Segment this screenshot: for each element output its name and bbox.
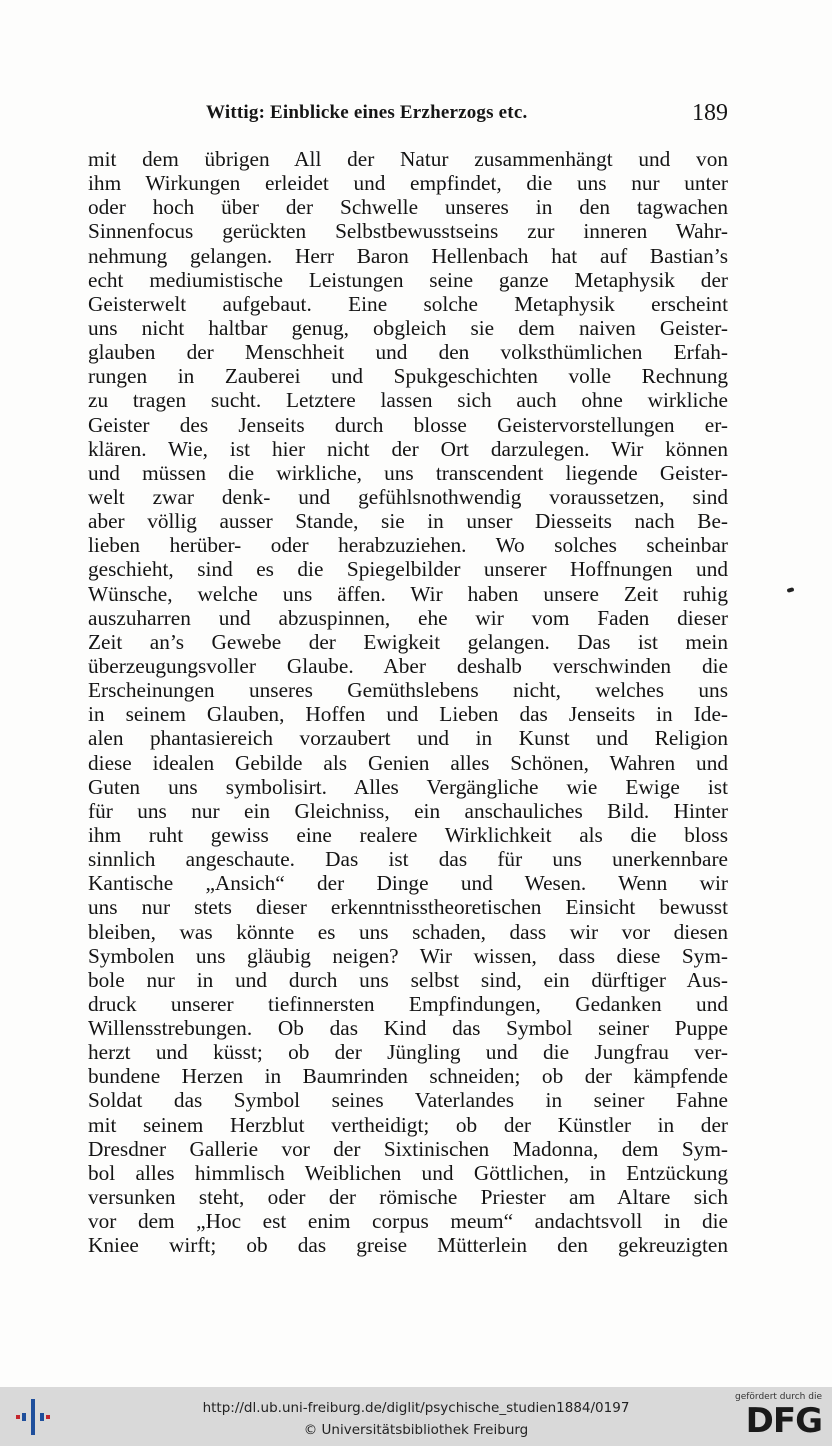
text-line: Kantische „Ansich“ der Dinge und Wesen. Wenn wir xyxy=(88,871,728,896)
text-line: mit seinem Herzblut vertheidigt; ob der Künstler in der xyxy=(88,1112,728,1137)
text-line: Sinnenfocus gerückten Selbstbewusstseins zur inneren Wahr- xyxy=(88,219,728,244)
text-line: glauben der Menschheit und den volksthümlichen Erfah- xyxy=(88,340,728,365)
page-number: 189 xyxy=(692,100,728,126)
text-line: auszuharren und abzuspinnen, ehe wir vom Faden dieser xyxy=(88,605,728,630)
text-line: Willensstrebungen. Ob das Kind das Symbol seiner Puppe xyxy=(88,1016,728,1041)
text-line: herzt und küsst; ob der Jüngling und die Jungfrau ver- xyxy=(88,1040,728,1065)
text-line: Wünsche, welche uns äffen. Wir haben unsere Zeit ruhig xyxy=(88,581,728,606)
text-line: Guten uns symbolisirt. Alles Vergängliche wie Ewige ist xyxy=(88,774,728,799)
text-line: Kniee wirft; ob das greise Mütterlein den gekreuzigten xyxy=(88,1233,728,1258)
text-line: und müssen die wirkliche, uns transcendent liegende Geister- xyxy=(88,460,728,485)
text-line: sinnlich angeschaute. Das ist das für uns unerkennbare xyxy=(88,847,728,872)
text-line: uns nur stets dieser erkenntnisstheoretischen Einsicht bewusst xyxy=(88,895,728,920)
dfg-logo: DFG xyxy=(745,1401,822,1441)
text-line: Soldat das Symbol seines Vaterlandes in seiner Fahne xyxy=(88,1088,728,1113)
text-line: Zeit an’s Gewebe der Ewigkeit gelangen. Das ist mein xyxy=(88,629,728,654)
text-line: echt mediumistische Leistungen seine ganze Metaphysik der xyxy=(88,267,728,292)
text-line: klären. Wie, ist hier nicht der Ort darzulegen. Wir können xyxy=(88,436,728,461)
running-head xyxy=(88,100,728,130)
text-line: oder hoch über der Schwelle unseres in den tagwachen xyxy=(88,195,728,220)
text-line: Symbolen uns gläubig neigen? Wir wissen, dass diese Sym- xyxy=(88,943,728,968)
text-line: in seinem Glauben, Hoffen und Lieben das Jenseits in Ide- xyxy=(88,702,728,727)
text-line: Geister des Jenseits durch blosse Geistervorstellungen er- xyxy=(88,412,728,437)
text-line: welt zwar denk- und gefühlsnothwendig voraussetzen, sind xyxy=(88,484,728,509)
text-line: bundene Herzen in Baumrinden schneiden; ob der kämpfende xyxy=(88,1064,728,1089)
text-line: Dresdner Gallerie vor der Sixtinischen Madonna, dem Sym- xyxy=(88,1136,728,1161)
text-line: mit dem übrigen All der Natur zusammenhängt und von xyxy=(88,147,728,171)
text-line: zu tragen sucht. Letztere lassen sich auch ohne wirkliche xyxy=(88,388,728,413)
text-line: druck unserer tiefinnersten Empfindungen, Gedanken und xyxy=(88,991,728,1016)
text-line: lieben herüber- oder herabzuziehen. Wo solches scheinbar xyxy=(88,533,728,558)
text-line: nehmung gelangen. Herr Baron Hellenbach hat auf Bastian’s xyxy=(88,243,728,268)
viewer-footer xyxy=(0,1387,832,1446)
body-text xyxy=(88,147,728,1257)
permalink-url[interactable]: http://dl.ub.uni-freiburg.de/diglit/psychische_studien1884/0197 xyxy=(202,1400,630,1416)
text-line: versunken steht, oder der römische Priester am Altare sich xyxy=(88,1185,728,1210)
text-line: alen phantasiereich vorzaubert und in Kunst und Religion xyxy=(88,726,728,751)
text-line: rungen in Zauberei und Spukgeschichten volle Rechnung xyxy=(88,364,728,389)
funding-note: gefördert durch die xyxy=(735,1392,822,1402)
funder-block xyxy=(734,1392,824,1442)
text-line: geschieht, sind es die Spiegelbilder unserer Hoffnungen und xyxy=(88,557,728,582)
text-line: Geisterwelt aufgebaut. Eine solche Metaphysik erscheint xyxy=(88,291,728,316)
margin-mark xyxy=(787,587,795,593)
text-line: bleiben, was könnte es uns schaden, dass wir vor diesen xyxy=(88,919,728,944)
text-line: vor dem „Hoc est enim corpus meum“ andachtsvoll in die xyxy=(88,1209,728,1234)
text-line: Erscheinungen unseres Gemüthslebens nicht, welches uns xyxy=(88,678,728,703)
copyright-notice: © Universitätsbibliothek Freiburg xyxy=(303,1422,529,1438)
text-line: diese idealen Gebilde als Genien alles Schönen, Wahren und xyxy=(88,750,728,775)
text-line: bole nur in und durch uns selbst sind, ein dürftiger Aus- xyxy=(88,967,728,992)
text-line: überzeugungsvoller Glaube. Aber deshalb verschwinden die xyxy=(88,653,728,678)
text-line: ihm ruht gewiss eine realere Wirklichkeit als die bloss xyxy=(88,822,728,847)
text-line: bol alles himmlisch Weiblichen und Göttlichen, in Entzückung xyxy=(88,1160,728,1185)
running-title: Wittig: Einblicke eines Erzherzogs etc. xyxy=(206,102,528,123)
text-line: uns nicht haltbar genug, obgleich sie dem naiven Geister- xyxy=(88,315,728,340)
text-line: für uns nur ein Gleichniss, ein anschauliches Bild. Hinter xyxy=(88,798,728,823)
text-line: ihm Wirkungen erleidet und empfindet, die uns nur unter xyxy=(88,171,728,196)
text-line: aber völlig ausser Stande, sie in unser Diesseits nach Be- xyxy=(88,509,728,534)
